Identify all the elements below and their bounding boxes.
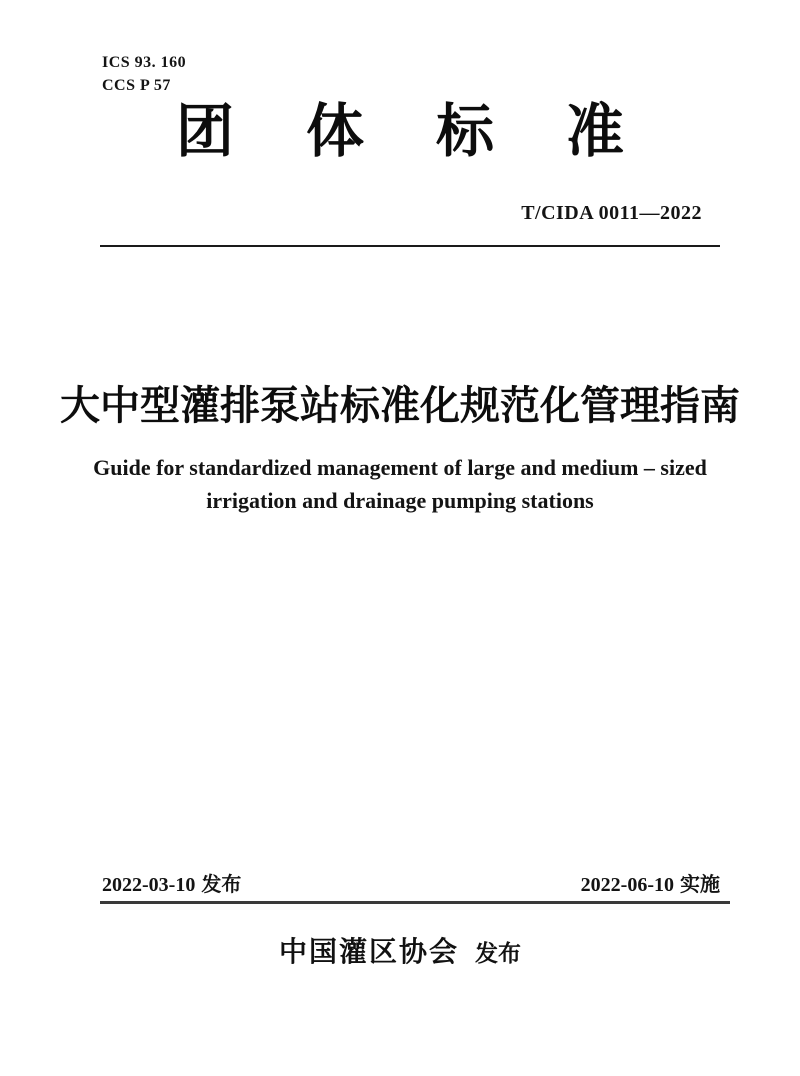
english-title-line-1: Guide for standardized management of large and medium – sized (93, 455, 707, 480)
document-title-chinese: 大中型灌排泵站标准化规范化管理指南 (60, 384, 740, 428)
publisher-line (0, 930, 800, 970)
header-divider (100, 245, 720, 247)
standard-code: T/CIDA 0011—2022 (521, 202, 702, 224)
document-title-english (0, 451, 800, 517)
ics-code: ICS 93. 160 (102, 54, 187, 71)
issue-date-label: 发布 (201, 874, 242, 896)
implement-date-label: 实施 (680, 874, 720, 896)
implement-date: 2022-06-10 (580, 874, 674, 896)
issue-date-group (102, 868, 241, 897)
dates-row (102, 868, 720, 897)
footer-divider (100, 901, 730, 904)
publisher-name: 中国灌区协会 (278, 937, 459, 968)
english-title-line-2: irrigation and drainage pumping stations (206, 488, 594, 513)
publisher-action-label: 发布 (475, 941, 521, 966)
ccs-code: CCS P 57 (102, 77, 171, 94)
issue-date: 2022-03-10 (102, 874, 196, 896)
implement-date-group (581, 868, 720, 897)
standard-type-heading: 团体标准 (175, 99, 696, 164)
classification-codes (102, 51, 186, 97)
